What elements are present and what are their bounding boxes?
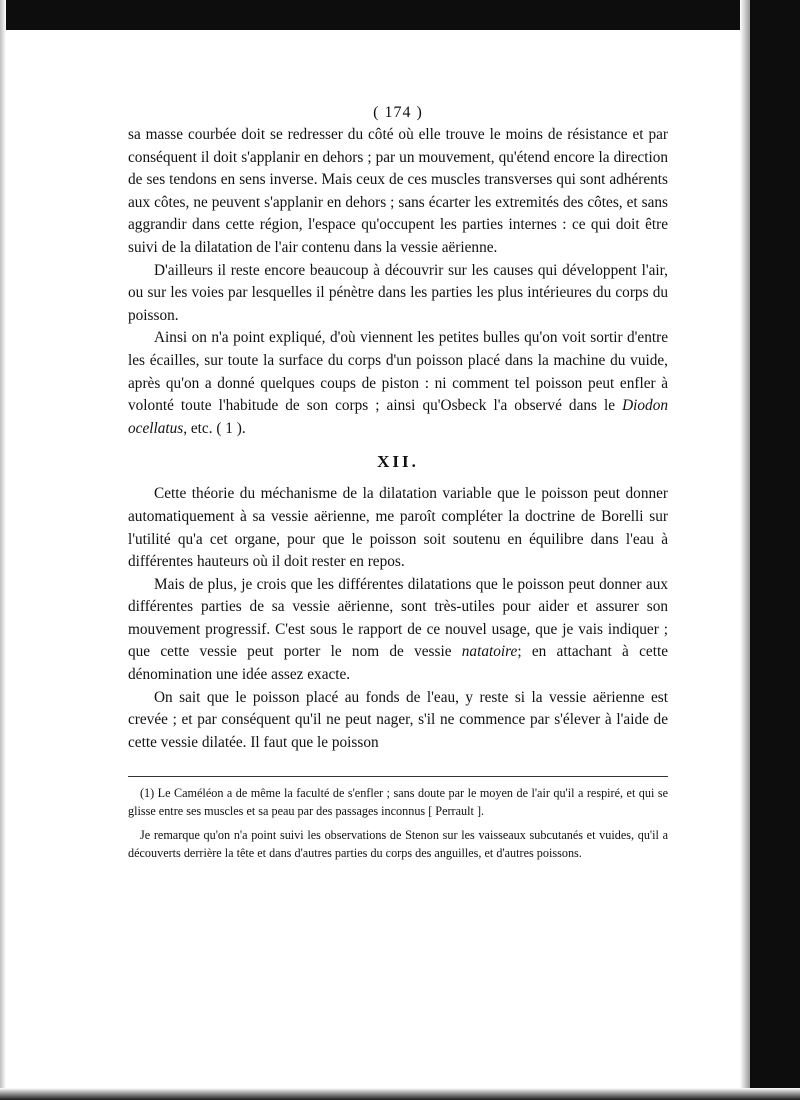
scan-top-border — [0, 0, 800, 30]
paragraph-2: D'ailleurs il reste encore beaucoup à découvrir sur les causes qui développent l'air, ou sur les voies par lesquelles il pénètre dans les parties les plus intérieures du corps du poisson. — [128, 261, 668, 324]
vessie-natatoire-term: natatoire — [461, 643, 518, 661]
paragraph-3 — [128, 327, 668, 440]
footnote-rule — [128, 776, 668, 777]
scan-left-shadow — [0, 0, 6, 1100]
scan-right-border — [750, 0, 800, 1100]
paragraph-5-tail: ; en attachant à cette dénomination une idée assez exacte. — [128, 643, 668, 684]
paragraph-3-text: Ainsi on n'a point expliqué, d'où viennent les petites bulles qu'on voit sortir d'entre les écailles, sur toute la surface du corps d'un poisson placé dans la machine du vuide, après qu'on a donné quelques coups de piston : ni comment tel poisson peut enfler à volonté toute l'habitude de son corps ; ainsi qu'Osbeck l'a observé dans le — [128, 329, 668, 415]
footnote-1: (1) Le Caméléon a de même la faculté de s'enfler ; sans doute par le moyen de l'air qu'il a respiré, et qui se glisse entre ses muscles et sa peau par des passages inconnus [ Perrault ]. — [128, 786, 668, 819]
paragraph-5-text: Mais de plus, je crois que les différentes dilatations que le poisson peut donner aux différentes parties de sa vessie aërienne, sont très-utiles pour aider et assurer son mouvement progressif. C'est sous le rapport de ce nouvel usage, que je vais indiquer ; que cette vessie peut porter le nom de vessie — [128, 575, 668, 661]
book-page — [128, 104, 668, 863]
footnote-2: Je remarque qu'on n'a point suivi les observations de Stenon sur les vaisseaux subcutanés et vuides, qu'il a découverts derrière la tête et dans d'autres parties du corps des anguilles, et d'autres poissons. — [128, 828, 668, 860]
scan-page-fold-shadow — [740, 0, 750, 1100]
section-heading: XII. — [377, 452, 419, 472]
paragraph-6: On sait que le poisson placé au fonds de l'eau, y reste si la vessie aërienne est crevée ; et par conséquent qu'il ne peut nager, s'il ne commence par s'élever à l'aide de cette vessie dilatée. Il faut que le poisson — [128, 688, 668, 751]
paragraph-4: Cette théorie du méchanisme de la dilatation variable que le poisson peut donner automatiquement à sa vessie aërienne, me paroît compléter la doctrine de Borelli sur l'utilité qu'a cet organe, pour que le poisson soit soutenu en équilibre dans l'eau à différentes hauteurs où il doit rester en repos. — [128, 485, 668, 571]
paragraph-1: sa masse courbée doit se redresser du côté où elle trouve le moins de résistance et par conséquent il doit s'applanir en dehors ; par un mouvement, qu'étend encore la direction de ses tendons en sens inverse. Mais ceux de ces muscles transverses qui sont adhérents aux côtes, ne peuvent s'applanir en dehors ; sans écarter les extremités des côtes, et sans aggrandir dans cette région, l'espace qu'occupent les parties internes : ce qui doit être suivi de la dilatation de l'air contenu dans la vessie aërienne. — [128, 126, 668, 256]
page-number: ( 174 ) — [373, 104, 423, 121]
paragraph-5 — [128, 574, 668, 687]
paragraph-3-tail: , etc. ( 1 ). — [183, 419, 246, 437]
species-name: Diodon ocellatus — [128, 397, 668, 437]
scan-bottom-shadow — [0, 1088, 800, 1100]
